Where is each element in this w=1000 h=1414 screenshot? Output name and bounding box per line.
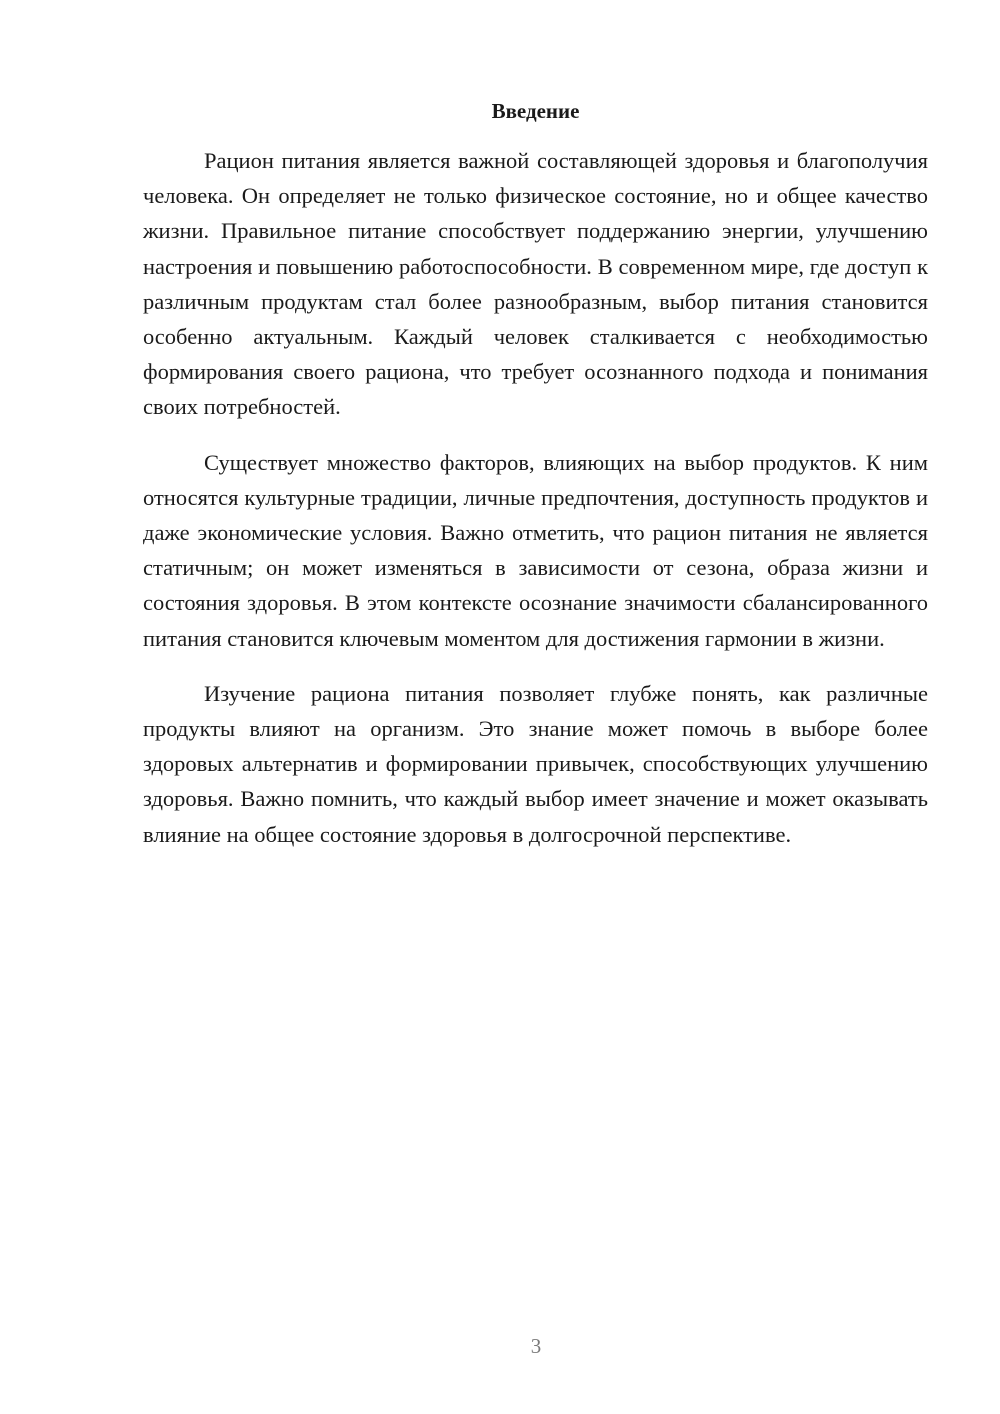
paragraph-1: Рацион питания является важной составляющей здоровья и благополучия человека. Он определяет не только физическое состояние, но и общее качество жизни. Правильное питание способствует поддержанию энергии, улучшению настроения и повышению работоспособности. В современном мире, где доступ к различным продуктам стал более разнообразным, выбор питания становится особенно актуальным. Каждый человек сталкивается с необходимостью формирования своего рациона, что требует осознанного подхода и понимания своих потребностей. — [143, 148, 928, 420]
section-heading: Введение — [491, 99, 580, 123]
paragraph-2: Существует множество факторов, влияющих на выбор продуктов. К ним относятся культурные традиции, личные предпочтения, доступность продуктов и даже экономические условия. Важно отметить, что рацион питания не является статичным; он может изменяться в зависимости от сезона, образа жизни и состояния здоровья. В этом контексте осознание значимости сбалансированного питания становится ключевым моментом для достижения гармонии в жизни. — [143, 449, 928, 651]
page-number: 3 — [530, 1334, 542, 1358]
paragraph-3: Изучение рациона питания позволяет глубже понять, как различные продукты влияют на организм. Это знание может помочь в выборе более здоровых альтернатив и формировании привычек, способствующих улучшению здоровья. Важно помнить, что каждый выбор имеет значение и может оказывать влияние на общее состояние здоровья в долгосрочной перспективе. — [143, 680, 928, 847]
body-text — [143, 143, 928, 872]
